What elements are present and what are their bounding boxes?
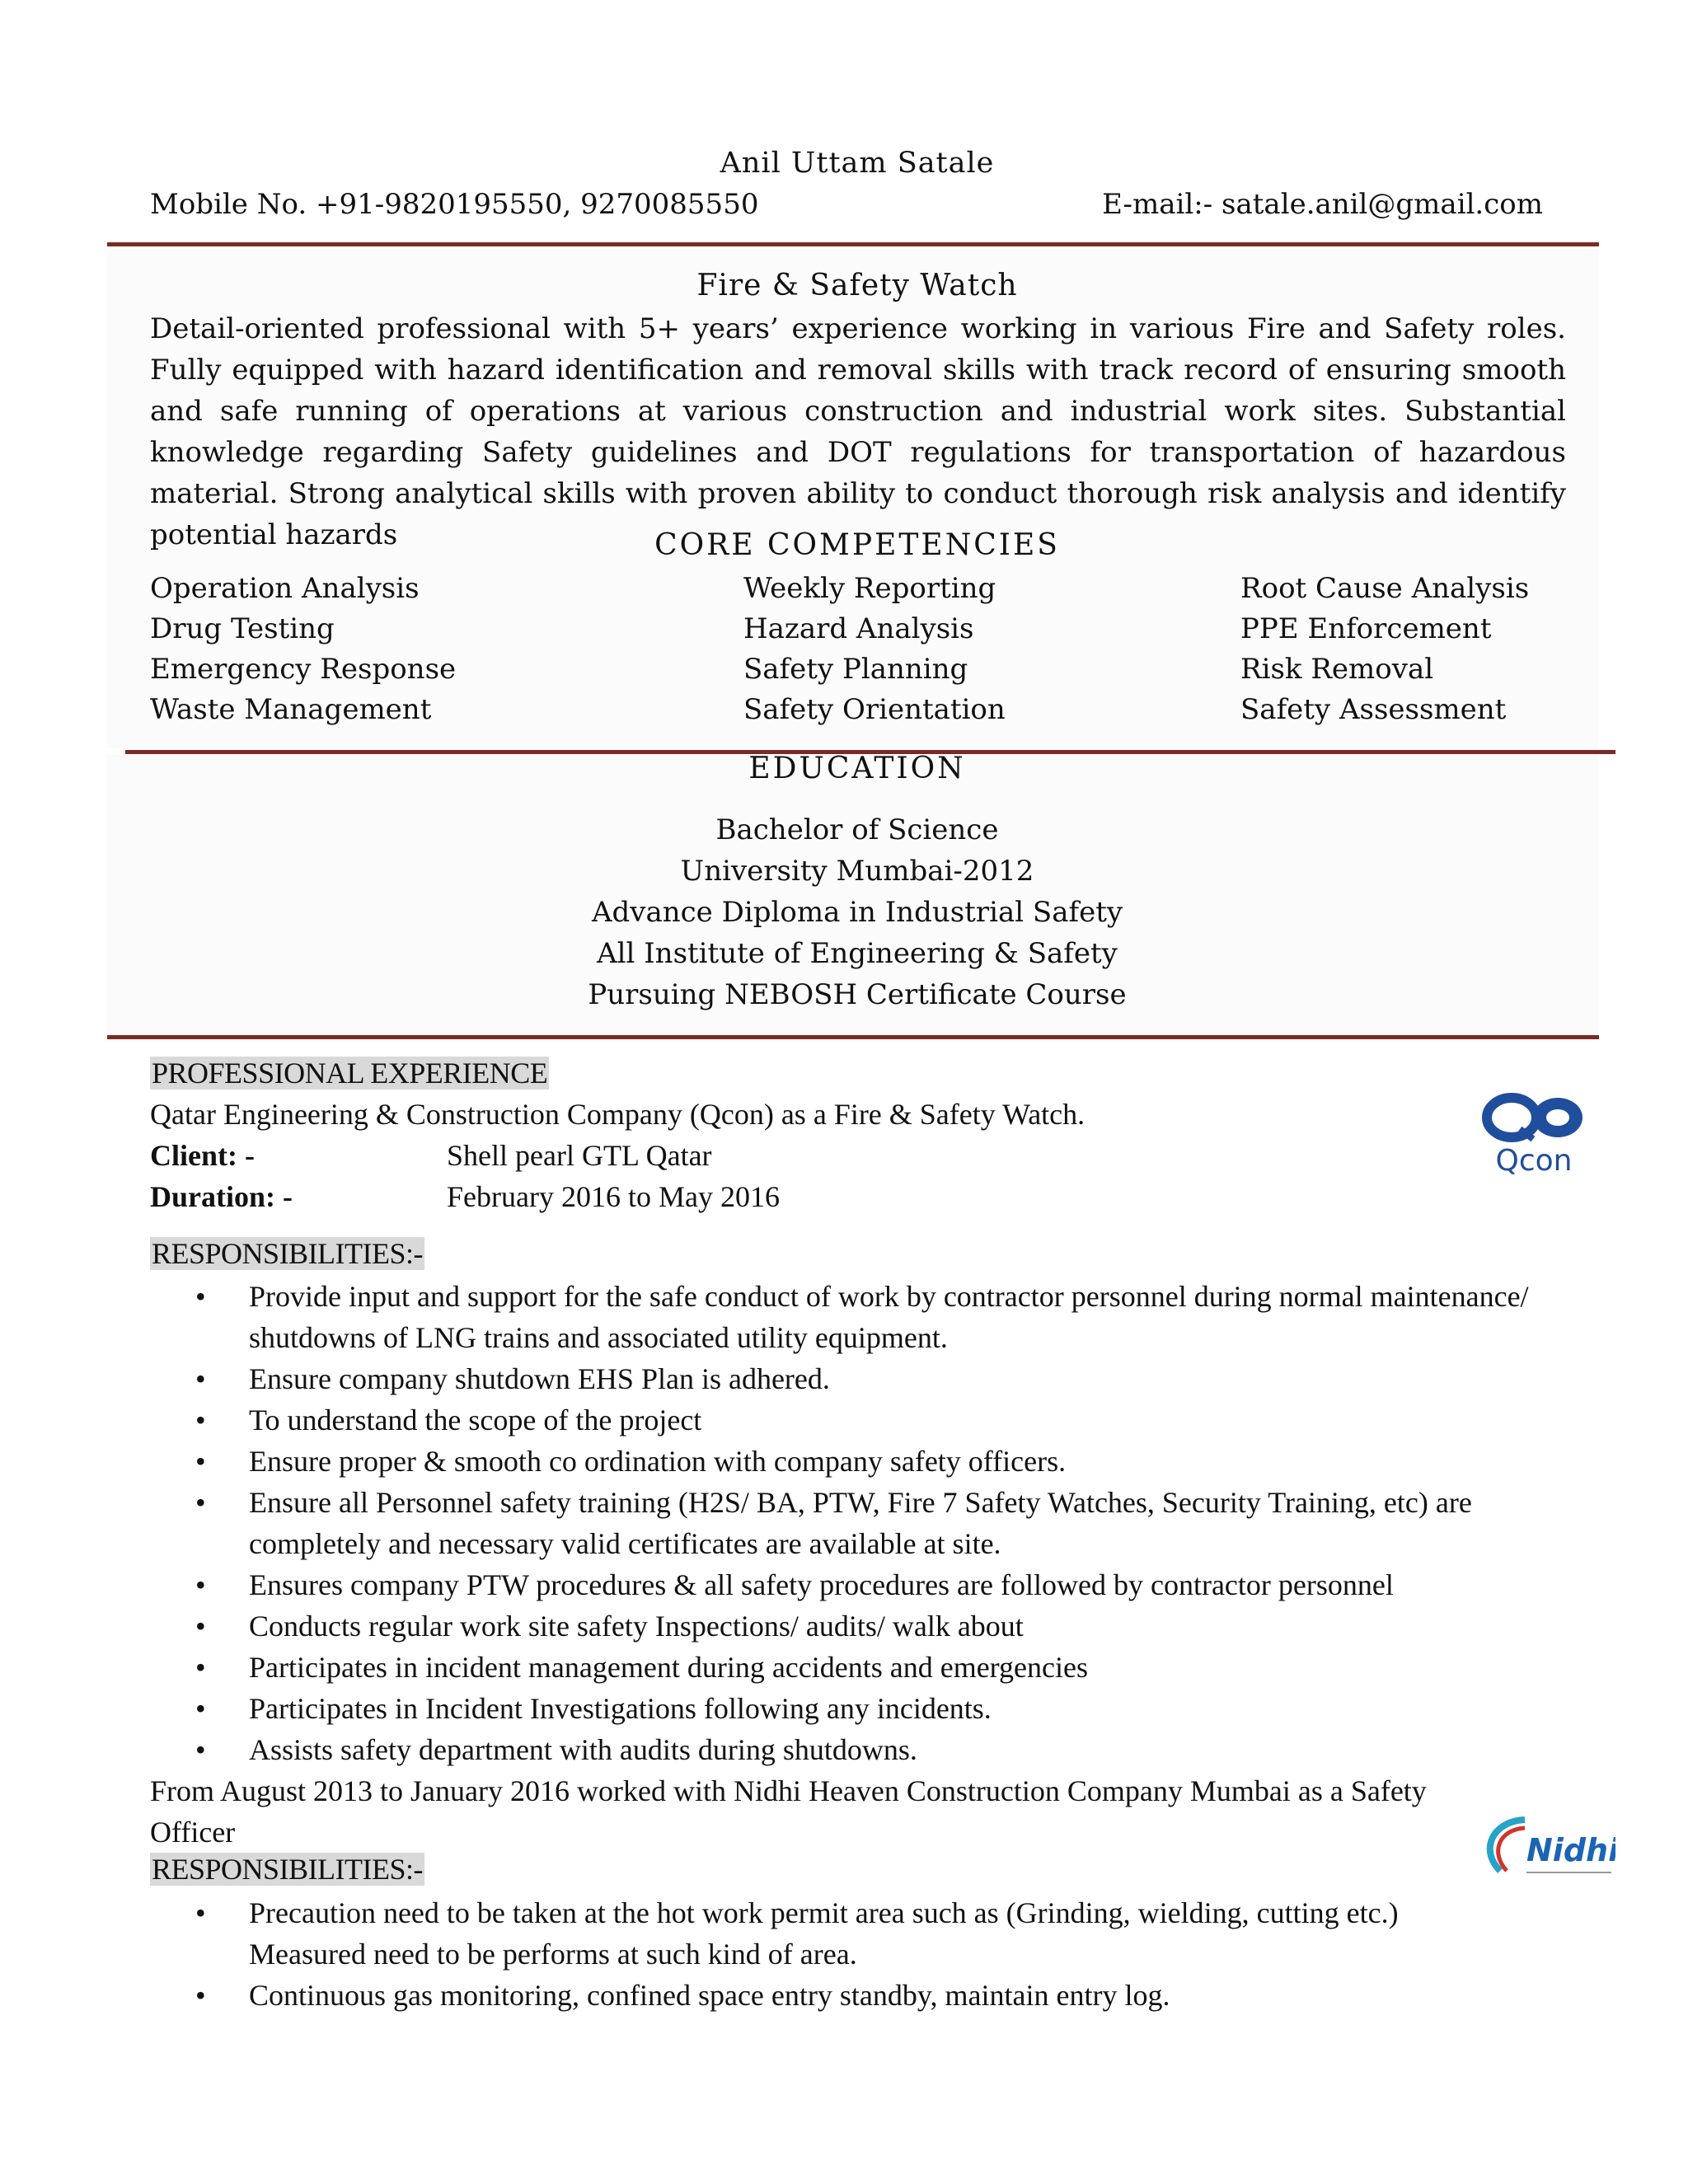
education-divider bbox=[107, 1035, 1599, 1039]
list-item: • To understand the scope of the project bbox=[150, 1399, 1568, 1441]
education-heading: EDUCATION bbox=[748, 752, 966, 785]
list-item: • Ensure company shutdown EHS Plan is adhered. bbox=[150, 1358, 1568, 1399]
competency-item: Safety Assessment bbox=[1240, 693, 1507, 726]
competency-item: Safety Orientation bbox=[743, 693, 1006, 726]
nidhi-logo bbox=[1475, 1813, 1615, 1884]
job2-resp-heading-wrap bbox=[150, 1852, 424, 1886]
job2-summary: From August 2013 to January 2016 worked with Nidhi Heaven Construction Company Mumbai as a Safety Officer bbox=[150, 1774, 1427, 1849]
job1-resp-heading-wrap bbox=[150, 1236, 424, 1271]
mobile-number: Mobile No. +91-9820195550, 9270085550 bbox=[150, 188, 759, 221]
nidhi-logo-icon bbox=[1475, 1813, 1615, 1884]
competency-item: Waste Management bbox=[150, 693, 432, 726]
qcon-logo-icon bbox=[1472, 1093, 1596, 1175]
list-item: • Ensure proper & smooth co ordination with company safety officers. bbox=[150, 1441, 1568, 1482]
job2-responsibilities-list bbox=[150, 1892, 1502, 2016]
competency-item: Emergency Response bbox=[150, 653, 457, 686]
list-item: • Ensure all Personnel safety training (H2S/ BA, PTW, Fire 7 Safety Watches, Security Training, etc) are completely and necessary valid certificates are available at site. bbox=[150, 1482, 1568, 1564]
competency-item: PPE Enforcement bbox=[1240, 612, 1492, 645]
competencies-column-3 bbox=[1240, 569, 1529, 730]
job1-company: Qatar Engineering & Construction Company (Qcon) as a Fire & Safety Watch. bbox=[150, 1098, 1085, 1131]
education-line: Pursuing NEBOSH Certificate Course bbox=[588, 978, 1127, 1011]
job-title: Fire & Safety Watch bbox=[696, 269, 1018, 302]
experience-heading: PROFESSIONAL EXPERIENCE bbox=[152, 1057, 548, 1090]
svg-text:Nidhi: Nidhi bbox=[1526, 1832, 1615, 1868]
job1-responsibilities-list bbox=[150, 1276, 1568, 1770]
job1-client-label: Client: - bbox=[150, 1139, 255, 1172]
education-line: Advance Diploma in Industrial Safety bbox=[591, 896, 1123, 929]
job1-duration-label: Duration: - bbox=[150, 1180, 293, 1213]
job1-duration-value: February 2016 to May 2016 bbox=[447, 1180, 780, 1213]
list-item: • Conducts regular work site safety Inspections/ audits/ walk about bbox=[150, 1605, 1568, 1647]
qcon-logo bbox=[1472, 1093, 1596, 1175]
svg-text:Qcon: Qcon bbox=[1495, 1144, 1573, 1175]
list-item: • Precaution need to be taken at the hot work permit area such as (Grinding, wielding, cutting etc.) Measured need to be performs at such kind of area. bbox=[150, 1892, 1502, 1975]
education-line: Bachelor of Science bbox=[715, 813, 999, 846]
education-line: University Mumbai-2012 bbox=[680, 855, 1034, 888]
competency-item: Hazard Analysis bbox=[743, 612, 974, 645]
competencies-column-1 bbox=[150, 569, 456, 730]
competencies-heading: CORE COMPETENCIES bbox=[654, 528, 1060, 562]
list-item: • Participates in Incident Investigations following any incidents. bbox=[150, 1688, 1568, 1729]
list-item: • Participates in incident management during accidents and emergencies bbox=[150, 1647, 1568, 1688]
experience-heading-wrap bbox=[150, 1056, 549, 1090]
list-item: • Ensures company PTW procedures & all safety procedures are followed by contractor personnel bbox=[150, 1564, 1568, 1605]
education-list bbox=[0, 809, 1688, 1015]
profile-summary: Detail-oriented professional with 5+ years’ experience working in various Fire and Safety roles. Fully equipped with hazard identification and removal skills with track record of ensuring smooth and safe running of operations at various construction and industrial work sites. Substantial knowledge regarding Safety guidelines and DOT regulations for transportation of hazardous material. Strong analytical skills with proven ability to conduct thorough risk analysis and identify potential hazards bbox=[150, 312, 1566, 551]
list-item: • Continuous gas monitoring, confined space entry standby, maintain entry log. bbox=[150, 1975, 1502, 2016]
competency-item: Root Cause Analysis bbox=[1240, 572, 1530, 605]
job1-responsibilities-heading: RESPONSIBILITIES:- bbox=[152, 1237, 424, 1270]
job2-responsibilities-heading: RESPONSIBILITIES:- bbox=[152, 1853, 424, 1886]
competency-item: Drug Testing bbox=[150, 612, 335, 645]
competency-item: Risk Removal bbox=[1240, 653, 1434, 686]
job1-client-value: Shell pearl GTL Qatar bbox=[447, 1139, 712, 1172]
email-address: E-mail:- satale.anil@gmail.com bbox=[1102, 188, 1543, 221]
competencies-column-2 bbox=[743, 569, 1006, 730]
competency-item: Weekly Reporting bbox=[743, 572, 996, 605]
header-divider bbox=[107, 242, 1599, 246]
competency-item: Operation Analysis bbox=[150, 572, 420, 605]
list-item: • Assists safety department with audits during shutdowns. bbox=[150, 1729, 1568, 1770]
list-item: • Provide input and support for the safe conduct of work by contractor personnel during normal maintenance/ shutdowns of LNG trains and associated utility equipment. bbox=[150, 1276, 1568, 1358]
candidate-name: Anil Uttam Satale bbox=[720, 147, 995, 180]
education-line: All Institute of Engineering & Safety bbox=[597, 937, 1118, 970]
competency-item: Safety Planning bbox=[743, 653, 968, 686]
